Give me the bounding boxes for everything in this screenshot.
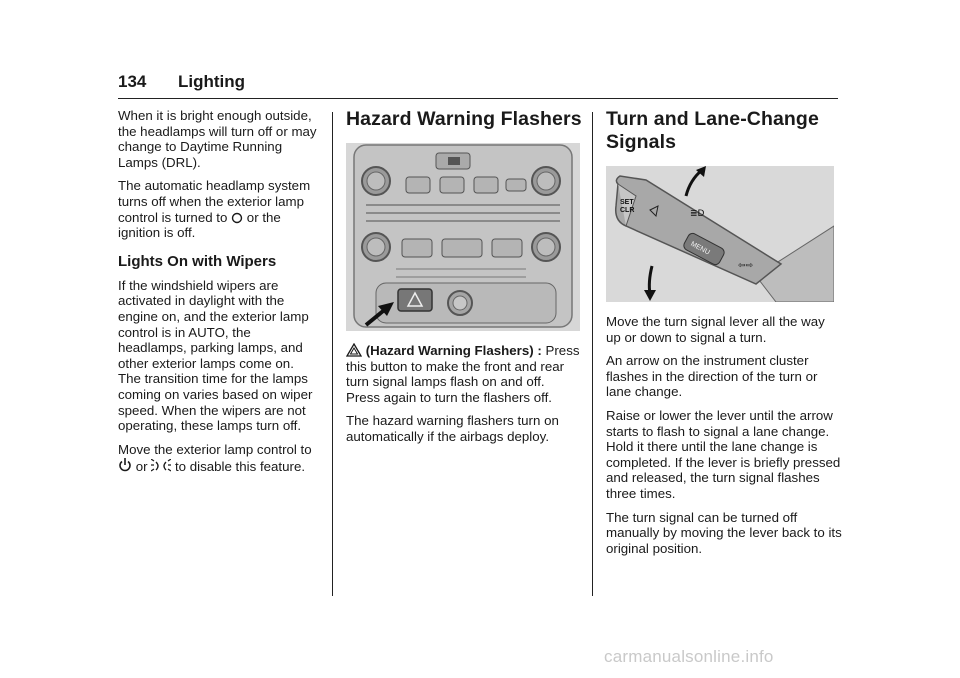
hazard-button-figure [346,143,580,331]
paragraph: If the windshield wipers are activated in daylight with the engine on, and the exterior lamp control is in AUTO, the headlamps, parking lamps, and other exterior lamps come on. The transition time for the lamps coming on varies based on wiper speed. When the wipers are not operating, these lamps turn off. [118,277,313,434]
paragraph: Raise or lower the lever until the arrow starts to flash to signal a lane change. Hold it there until the lane change is completed. If the lever is briefly pressed and released, the turn signal flashes three times. [606,407,841,501]
column-divider [592,112,593,596]
section-title: Lighting [178,72,246,91]
paragraph: Move the exterior lamp control to or to disable this feature. [118,441,312,475]
page-header [118,72,838,99]
page-number: 134 [118,72,147,91]
parking-lamps-icon [151,459,171,473]
power-off-icon [231,211,243,224]
hazard-triangle-icon [346,343,362,357]
paragraph: (Hazard Warning Flashers) : Press this button to make the front and rear turn signal lamps flash on and off. Press again to turn the flashers off. [346,343,580,405]
clr-label: CLR [620,207,635,214]
paragraph: Move the turn signal lever all the way up or down to signal a turn. [606,314,825,345]
turn-signal-lever-figure [606,166,834,302]
column-lighting [118,108,318,483]
paragraph: The hazard warning flashers turn on automatically if the airbags deploy. [346,413,559,444]
paragraph: An arrow on the instrument cluster flashes in the direction of the turn or lane change. [606,353,818,400]
section-heading: Hazard Warning Flashers [346,108,582,130]
watermark: carmanualsonline.info [604,647,774,666]
subheading: Lights On with Wipers [118,252,277,270]
paragraph: The automatic headlamp system turns off when the exterior lamp control is turned to or the ignition is off. [118,178,311,241]
svg-text:⇦⇨: ⇦⇨ [738,261,754,271]
section-heading: Turn and Lane-Change Signals [606,108,819,153]
column-turn-signals [606,108,842,564]
paragraph: The turn signal can be turned off manually by moving the lever back to its original position. [606,509,842,556]
power-icon [118,457,132,473]
column-hazard [346,108,582,453]
control-label: (Hazard Warning Flashers) : [365,343,542,358]
svg-text:≣D: ≣D [690,209,705,219]
set-label: SET [620,199,634,206]
column-divider [332,112,333,596]
paragraph: When it is bright enough outside, the headlamps will turn off or may change to Daytime Running Lamps (DRL). [118,108,317,170]
menu-label: MENU [689,240,711,257]
